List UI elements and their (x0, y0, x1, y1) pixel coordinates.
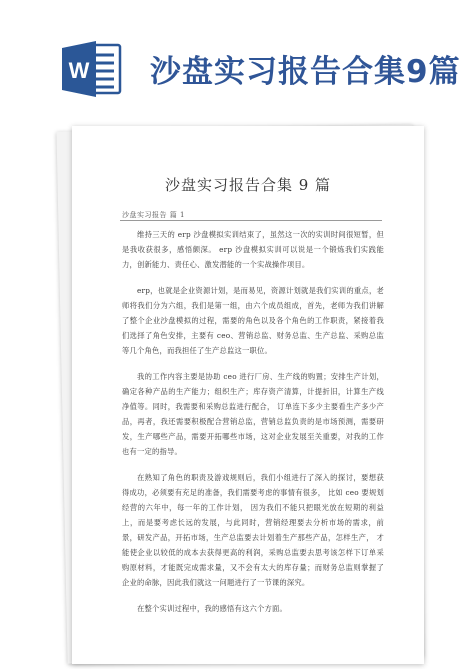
header-divider (120, 220, 382, 221)
document-title: 沙盘实习报告合集 9 篇 (164, 176, 332, 194)
paragraph: erp，也就是企业资源计划，是而易见，资源计划就是我们实训的重点，老师将我们分为六组，我们是第一组，由六个成员组成，首先，老师为我们讲解了整个企业沙盘模拟的过程，需要的角色以及各个角色的工作职责，紧接着我们选择了角色安排，主要有 ceo、营销总监、财务总监、生产总监、采购总监等几个角色，而我担任了生产总监这一职位。 (122, 286, 384, 355)
paragraph: 在整个实训过程中，我的感悟有这六个方面。 (137, 604, 287, 613)
paragraph: 我的工作内容主要是协助 ceo 进行厂房、生产线的购置；安排生产计划， 确定各种产品的生产能力；组织生产；库存资产清算，计提折旧，计算生产线净值等。同时，我需要和采购总监进行配合， 订单连下多少主要看生产多少产品，再者，我还需要积极配合营销总监，营销总监负责的是市场预测，需要研发，生产哪些产品，需要开拓哪些市场，这对企业发展至关重要，对我的工作也有一定的指导。 (122, 372, 384, 456)
word-document-icon (62, 41, 122, 97)
document-page (72, 126, 424, 664)
banner-title: 沙盘实习报告合集9篇 (150, 54, 461, 90)
banner (0, 0, 474, 116)
word-logo-letter: W (68, 58, 90, 83)
section-header-label: 沙盘实习报告 篇 1 (122, 211, 185, 219)
paragraph: 维持三天的 erp 沙盘模拟实训结束了，虽然这一次的实训时间很短暂，但是我收获很多，感悟颇深。 erp 沙盘模拟实训可以说是一个锻炼我们实践能力，创新能力、责任心、激发潜能的一个实战操作项目。 (122, 230, 384, 269)
document-body (122, 227, 384, 622)
paragraph: 在熟知了角色的职责及游戏规则后，我们小组进行了深入的探讨，要想获得成功，必须要有充足的准备，我们需要考虑的事情有很多， 比如 ceo 要规划经营的六年中，每一年的工作计划， 因为我们不能只把眼光放在短期的利益上，而是要考虑长远的发展，与此同时，营销经理要去分析市场的需求，前景，研发产品，开拓市场，生产总监要去计划着生产那些产品，怎样生产， 才能使企业以较低的成本去获得更高的利润，采购总监要去思考该怎样下订单采购原材料，才能既完成需求量，又不会有太大的库存量；而财务总监则掌握了企业的命脉，因此我们就这一问题进行了一节课的深究。 (122, 473, 384, 587)
